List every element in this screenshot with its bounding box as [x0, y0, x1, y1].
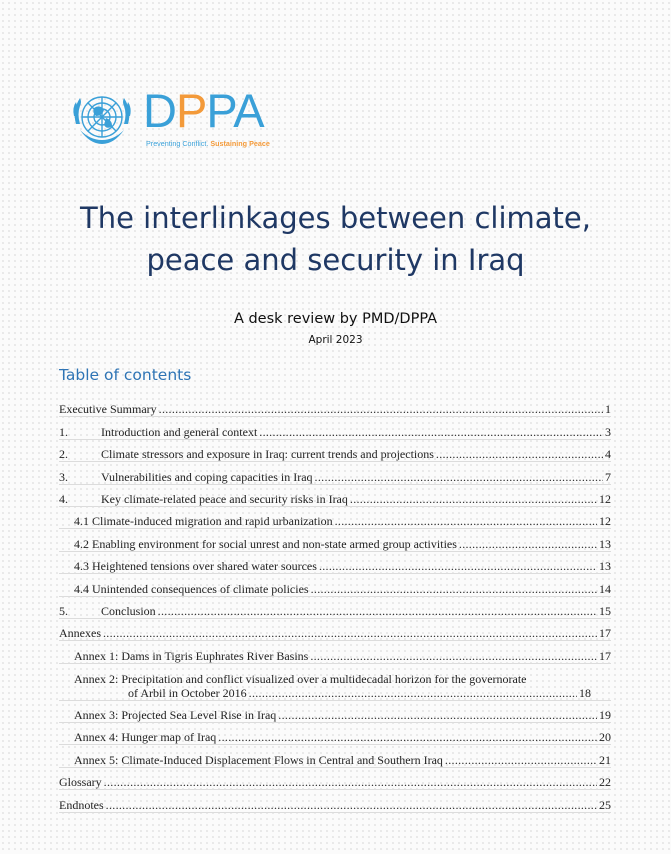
toc-entry-text: Vulnerabilities and coping capacities in Iraq: [101, 469, 313, 484]
toc-entry-text: 4.3 Heightened tensions over shared water sources: [74, 559, 317, 574]
toc-entry-page: 17: [599, 626, 611, 641]
table-of-contents: [59, 395, 611, 813]
toc-entry-text: Annex 4: Hunger map of Iraq: [74, 730, 217, 745]
toc-entry[interactable]: [59, 701, 611, 723]
toc-entry-number: 4.: [59, 491, 68, 506]
toc-entry-page: 19: [599, 708, 611, 723]
logo-tagline: [146, 139, 270, 148]
toc-entry-text: Executive Summary: [59, 402, 157, 417]
toc-entry[interactable]: [59, 619, 611, 641]
toc-entry[interactable]: [59, 507, 611, 529]
wordmark-d: D: [143, 84, 176, 137]
toc-entry[interactable]: [59, 745, 611, 767]
toc-entry-page: 25: [599, 797, 611, 812]
toc-entry-text: 4.2 Enabling environment for social unrest and non-state armed group activities: [74, 536, 457, 551]
toc-entry-text: Annex 3: Projected Sea Level Rise in Iraq: [74, 708, 277, 723]
dppa-wordmark: [143, 86, 264, 136]
tagline-bold: Sustaining Peace: [210, 139, 270, 148]
document-title: [0, 197, 671, 281]
title-line-1: The interlinkages between climate,: [80, 201, 591, 235]
toc-entry[interactable]: [59, 417, 611, 439]
toc-entry[interactable]: [59, 597, 611, 619]
toc-entry[interactable]: [59, 790, 611, 812]
toc-entry-text: Introduction and general context: [101, 424, 258, 439]
toc-entry-page: 12: [599, 514, 611, 529]
tagline-plain: Preventing Conflict.: [146, 139, 209, 148]
toc-entry-text: Key climate-related peace and security risks in Iraq: [101, 491, 348, 506]
toc-entry-page: 3: [605, 424, 611, 439]
toc-heading: Table of contents: [59, 366, 192, 384]
toc-entry-number: 1.: [59, 424, 68, 439]
document-subtitle: A desk review by PMD/DPPA: [233, 311, 438, 327]
dppa-logo: [68, 84, 268, 150]
toc-entry-text: Conclusion: [101, 603, 156, 618]
toc-entry[interactable]: [59, 462, 611, 484]
toc-entry-text: Glossary: [59, 775, 102, 790]
toc-entry-number: 2.: [59, 447, 68, 462]
toc-entry-text: Endnotes: [59, 797, 104, 812]
toc-entry-page: 17: [599, 648, 611, 663]
toc-entry-page: 4: [605, 447, 611, 462]
toc-entry-page: 20: [599, 730, 611, 745]
toc-entry-page: 22: [599, 775, 611, 790]
document-date: April 2023: [308, 334, 363, 346]
toc-entry-page: 18: [579, 685, 591, 700]
wordmark-p2: P: [206, 84, 234, 137]
toc-entry-page: 15: [599, 603, 611, 618]
toc-entry[interactable]: [59, 664, 611, 701]
toc-entry-text: 4.1 Climate-induced migration and rapid urbanization: [74, 514, 333, 529]
toc-entry-page: 12: [599, 491, 611, 506]
toc-entry-page: 21: [599, 752, 611, 767]
toc-entry-text: Annex 1: Dams in Tigris Euphrates River Basins: [74, 648, 309, 663]
toc-entry[interactable]: [59, 723, 611, 745]
toc-entry-page: 13: [599, 536, 611, 551]
toc-entry[interactable]: [59, 395, 611, 417]
toc-entry-number: 3.: [59, 469, 68, 484]
toc-entry[interactable]: [59, 552, 611, 574]
toc-entry[interactable]: [59, 485, 611, 507]
toc-entry-page: 13: [599, 559, 611, 574]
wordmark-a: A: [233, 84, 264, 137]
toc-entry-text: Annex 2: Precipitation and conflict visualized over a multidecadal horizon for the governorate: [74, 671, 527, 686]
toc-entry-text: 4.4 Unintended consequences of climate policies: [74, 581, 309, 596]
toc-entry-page: 1: [605, 402, 611, 417]
toc-entry[interactable]: [59, 641, 611, 663]
toc-entry[interactable]: [59, 574, 611, 596]
toc-entry[interactable]: [59, 768, 611, 790]
title-line-2: peace and security in Iraq: [146, 243, 525, 277]
toc-entry[interactable]: [59, 529, 611, 551]
toc-entry-page: 7: [605, 469, 611, 484]
toc-entry-text-continued: of Arbil in October 2016: [128, 685, 247, 700]
toc-entry-page: 14: [599, 581, 611, 596]
toc-entry-text: Climate stressors and exposure in Iraq: current trends and projections: [101, 447, 434, 462]
wordmark-p1: P: [175, 84, 207, 137]
un-emblem-icon: [68, 84, 136, 152]
toc-entry-number: 5.: [59, 603, 68, 618]
toc-entry[interactable]: [59, 440, 611, 462]
toc-entry-text: Annexes: [59, 626, 101, 641]
toc-entry-text: Annex 5: Climate-Induced Displacement Flows in Central and Southern Iraq: [74, 752, 443, 767]
